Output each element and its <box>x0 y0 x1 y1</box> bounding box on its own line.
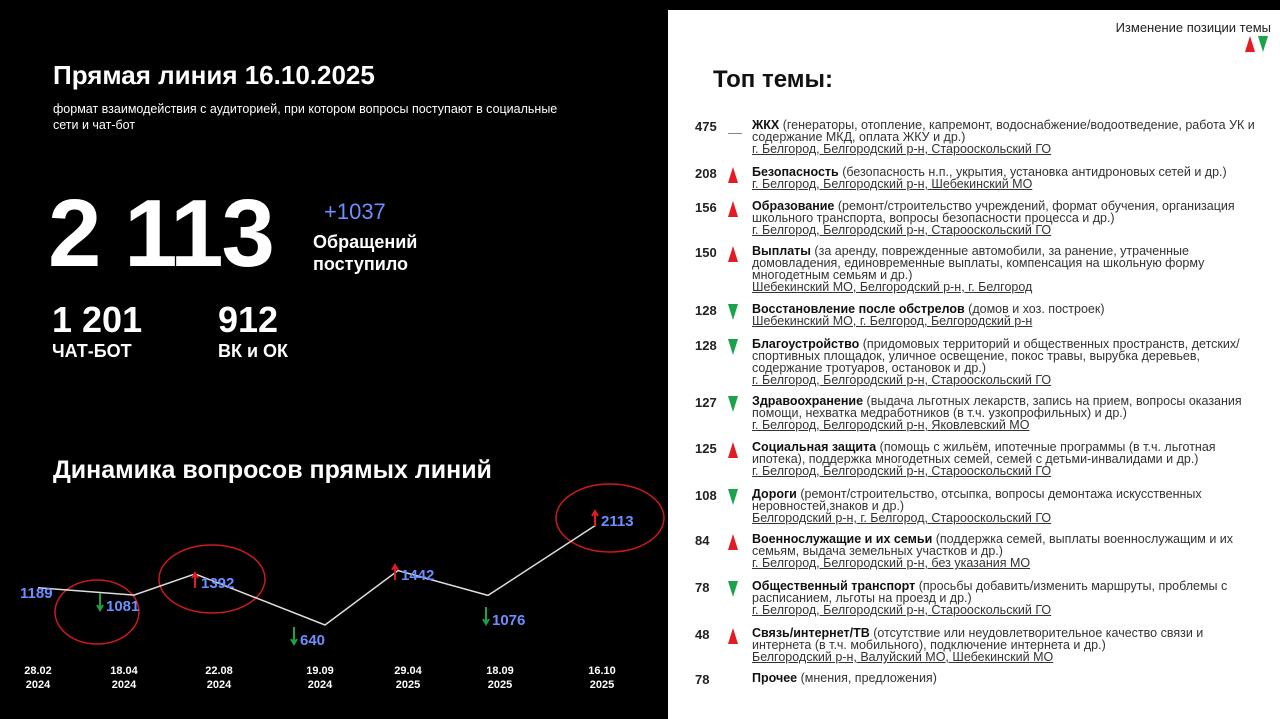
topic-description: (придомовых территорий и общественных пространств, детских/спортивных площадок, уличное освещение, покос травы, вырубка деревьев, содержание тротуаров, остановок и др.) <box>752 337 1240 375</box>
x-tick-label: 2024 <box>307 679 333 691</box>
arrow-up-icon <box>728 167 738 188</box>
topic-name: Прочее <box>752 671 798 685</box>
topic-description: (генераторы, отопление, капремонт, водоснабжение/водоотведение, работа УК и содержание МКД, оплата ЖКУ и др.) <box>752 118 1255 144</box>
topic-text <box>752 338 1262 386</box>
total-delta: +1037 <box>324 199 386 224</box>
legend-label: Изменение позиции темы <box>1115 20 1271 35</box>
chatbot-stat <box>52 300 142 362</box>
topic-name: Социальная защита <box>752 440 877 454</box>
topic-name: Восстановление после обстрелов <box>752 302 965 316</box>
topic-count: 128 <box>695 303 717 318</box>
topic-geography: г. Белгород, Белгородский р-н, Старооскольский ГО <box>752 142 1052 156</box>
x-tick-label: 28.02 <box>24 665 52 677</box>
topic-description: (отсутствие или неудовлетворительное качество связи и интернета (в т.ч. мобильного), подключение интернета и др.) <box>752 626 1204 652</box>
topic-name: Общественный транспорт <box>752 579 916 593</box>
topic-description: (выдача льготных лекарств, запись на прием, вопросы оказания помощи, нехватка медработников (в т.ч. узкопрофильных) и др.) <box>752 394 1242 420</box>
page-title: Прямая линия 16.10.2025 <box>53 60 375 90</box>
arrow-down-icon <box>728 304 738 325</box>
dash-icon <box>728 125 742 143</box>
topic-text <box>752 119 1262 155</box>
topic-count: 48 <box>695 627 710 642</box>
topic-name: Здравоохранение <box>752 394 864 408</box>
chatbot-value: 1 201 <box>52 299 143 340</box>
x-tick-label: 29.04 <box>394 665 422 677</box>
social-label: ВК и ОК <box>218 341 289 361</box>
x-tick-label: 2025 <box>589 679 615 691</box>
data-label: 2113 <box>601 513 634 530</box>
arrow-down-icon <box>728 339 738 360</box>
topic-description: (ремонт/строительство учреждений, формат обучения, организация школьного транспорта, вопросы безопасности процесса и др.) <box>752 199 1235 225</box>
chart-title: Динамика вопросов прямых линий <box>53 456 492 484</box>
x-tick-label: 18.04 <box>110 665 138 677</box>
topic-name: Образование <box>752 199 835 213</box>
topic-name: Благоустройство <box>752 337 860 351</box>
topic-description: (безопасность н.п., укрытия, установка антидроновых сетей и др.) <box>838 165 1227 179</box>
arrow-down-icon <box>1258 36 1268 52</box>
topic-count: 150 <box>695 245 717 260</box>
topic-name: Выплаты <box>752 244 811 258</box>
arrow-down-icon <box>728 489 738 510</box>
topic-name: ЖКХ <box>752 118 780 132</box>
arrow-up-icon <box>728 201 738 222</box>
x-tick-label: 2024 <box>111 679 137 691</box>
x-tick-label: 18.09 <box>486 665 514 677</box>
topic-geography: Белгородский р-н, г. Белгород, Старооскольский ГО <box>752 511 1052 525</box>
topic-count: 128 <box>695 338 717 353</box>
topic-count: 108 <box>695 488 717 503</box>
topic-count: 127 <box>695 395 717 410</box>
topics-title: Топ темы: <box>713 66 833 93</box>
x-tick-label: 2024 <box>25 679 51 691</box>
topic-geography: г. Белгород, Белгородский р-н, Шебекинский МО <box>752 177 1033 191</box>
topic-description: (помощь с жильём, ипотечные программы (в т.ч. льготная ипотека), поддержка многодетных семей, семей с детьми-инвалидами и др.) <box>752 440 1216 466</box>
arrow-up-icon <box>728 534 738 555</box>
topic-text <box>752 245 1262 293</box>
dynamics-chart <box>0 480 668 719</box>
x-tick-label: 2025 <box>395 679 421 691</box>
x-tick-label: 2024 <box>206 679 232 691</box>
arrow-up-icon <box>728 442 738 463</box>
topic-count: 156 <box>695 200 717 215</box>
topic-count: 78 <box>695 580 710 595</box>
topic-geography: Белгородский р-н, Валуйский МО, Шебекинский МО <box>752 650 1054 664</box>
arrow-up-icon <box>1245 36 1255 52</box>
topic-text <box>752 488 1262 524</box>
x-tick-label: 19.09 <box>306 665 334 677</box>
arrow-up-icon <box>728 628 738 649</box>
x-tick-label: 2025 <box>487 679 513 691</box>
arrow-up-icon <box>728 246 738 267</box>
topic-description: (домов и хоз. построек) <box>964 302 1105 316</box>
topic-description: (мнения, предложения) <box>797 671 937 685</box>
topic-name: Военнослужащие и их семьи <box>752 532 933 546</box>
social-value: 912 <box>218 299 279 340</box>
topic-text <box>752 533 1262 569</box>
topic-text <box>752 303 1262 327</box>
topic-geography: Шебекинский МО, г. Белгород, Белгородский р-н <box>752 314 1033 328</box>
total-label: Обращений поступило <box>313 232 418 274</box>
data-label: 1392 <box>201 575 235 592</box>
data-label: 1189 <box>20 585 53 602</box>
topic-geography: г. Белгород, Белгородский р-н, Старооскольский ГО <box>752 603 1052 617</box>
topic-description: (ремонт/строительство, отсыпка, вопросы демонтажа искусственных неровностей,знаков и др.) <box>752 487 1202 513</box>
topic-text <box>752 672 1262 684</box>
topic-geography: г. Белгород, Белгородский р-н, Яковлевский МО <box>752 418 1030 432</box>
topic-text <box>752 441 1262 477</box>
topic-count: 84 <box>695 533 710 548</box>
total-requests: 2 113 <box>48 180 273 287</box>
x-tick-label: 16.10 <box>588 665 616 677</box>
social-stat <box>218 300 288 362</box>
right-panel <box>668 10 1280 719</box>
topic-name: Связь/интернет/ТВ <box>752 626 870 640</box>
topic-count: 208 <box>695 166 717 181</box>
topic-text <box>752 166 1262 190</box>
topic-description: (просьбы добавить/изменить маршруты, проблемы с расписанием, льготы на проезд и др.) <box>752 579 1228 605</box>
topic-name: Безопасность <box>752 165 839 179</box>
topic-text <box>752 627 1262 663</box>
x-tick-label: 22.08 <box>205 665 233 677</box>
topic-text <box>752 580 1262 616</box>
arrow-down-icon <box>728 581 738 602</box>
topic-description: (за аренду, поврежденные автомобили, за ранение, утраченные домовладения, единовременные выплаты, компенсация на школьную форму многодетным семьям и др.) <box>752 244 1205 282</box>
data-label: 1442 <box>401 567 435 584</box>
data-label: 1076 <box>492 612 526 629</box>
page-subtitle: формат взаимодействия с аудиторией, при котором вопросы поступают в социальные сети и чат-бот <box>53 102 558 132</box>
topic-geography: г. Белгород, Белгородский р-н, Старооскольский ГО <box>752 464 1052 478</box>
chatbot-label: ЧАТ-БОТ <box>52 341 132 361</box>
topic-description: (поддержка семей, выплаты военнослужащим и их семьям, выдача земельных участков и др.) <box>752 532 1234 558</box>
topic-count: 78 <box>695 672 710 687</box>
data-label: 1081 <box>106 598 140 615</box>
topic-count: 125 <box>695 441 717 456</box>
topic-name: Дороги <box>752 487 797 501</box>
data-label: 640 <box>300 632 326 649</box>
arrow-down-icon <box>728 396 738 417</box>
topic-geography: Шебекинский МО, Белгородский р-н, г. Белгород <box>752 280 1033 294</box>
topic-geography: г. Белгород, Белгородский р-н, Старооскольский ГО <box>752 373 1052 387</box>
topic-geography: г. Белгород, Белгородский р-н, Старооскольский ГО <box>752 223 1052 237</box>
topic-count: 475 <box>695 119 717 134</box>
topic-text <box>752 395 1262 431</box>
topic-geography: г. Белгород, Белгородский р-н, без указания МО <box>752 556 1031 570</box>
topic-text <box>752 200 1262 236</box>
legend-arrows <box>1245 36 1268 52</box>
